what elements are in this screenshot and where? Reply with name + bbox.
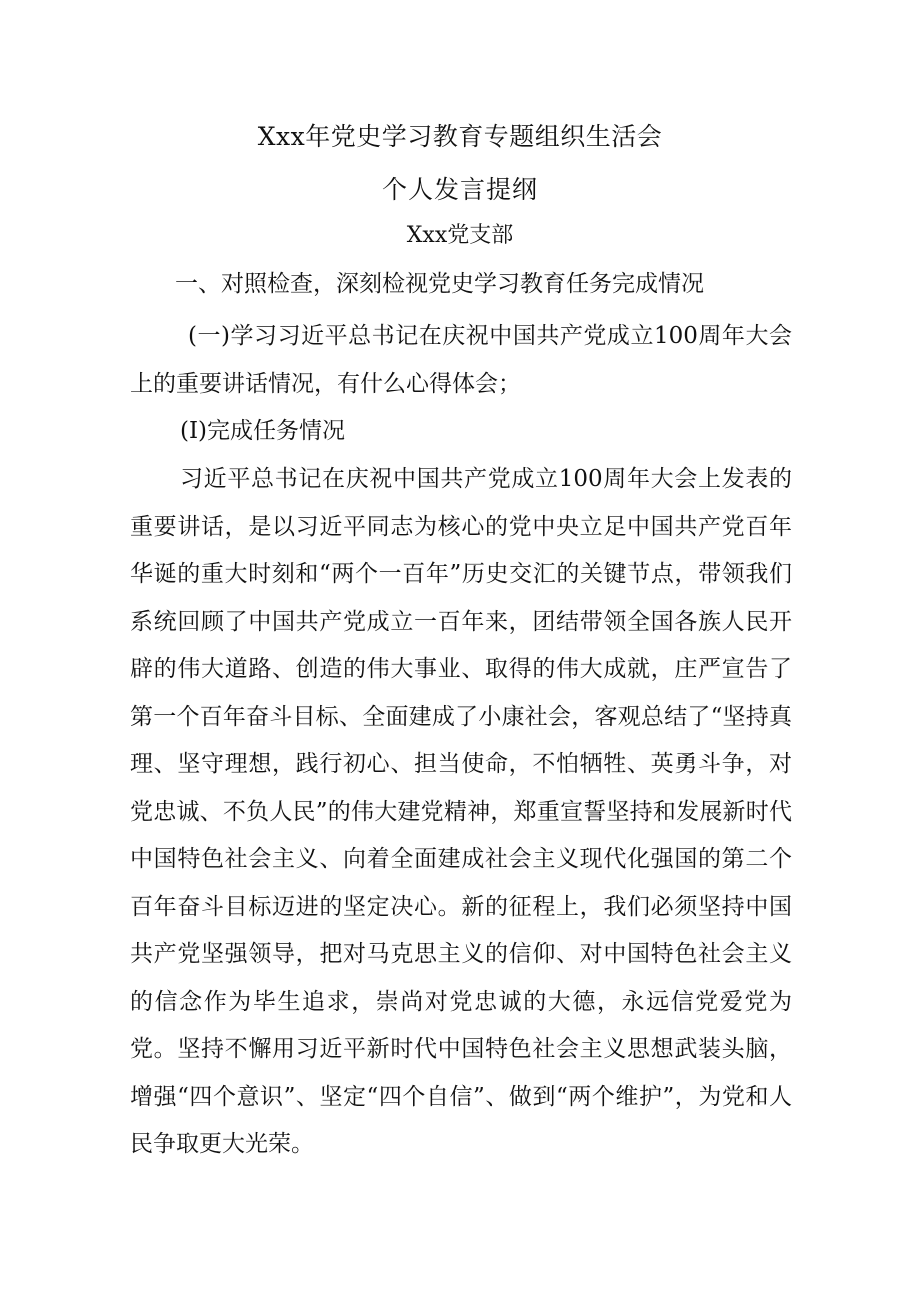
section-heading: 一、对照检查，深刻检视党史学习教育任务完成情况 [175, 271, 704, 297]
paragraph-task-status: (I)完成任务情况 [180, 418, 346, 444]
paragraph-body: 习近平总书记在庆祝中国共产党成立100周年大会上发表的重要讲话，是以习近平同志为核心的党中央立足中国共产党百年华诞的重大时刻和“两个一百年”历史交汇的关键节点，带领我们系统回顾了中国共产党成立一百年来，团结带领全国各族人民开辟的伟大道路、创造的伟大事业、取得的伟大成就，庄严宣告了第一个百年奋斗目标、全面建成了小康社会，客观总结了“坚持真理、坚守理想，践行初心、担当使命，不怕牺牲、英勇斗争，对党忠诚、不负人民”的伟大建党精神，郑重宣誓坚持和发展新时代中国特色社会主义、向着全面建成社会主义现代化强国的第二个百年奋斗目标迈进的坚定决心。新的征程上，我们必须坚持中国共产党坚强领导，把对马克思主义的信仰、对中国特色社会主义的信念作为毕生追求，崇尚对党忠诚的大德，永远信党爱党为党。坚持不懈用习近平新时代中国特色社会主义思想武装头脑，增强“四个意识”、坚定“四个自信”、做到“两个维护”，为党和人民争取更大光荣。 [130, 466, 792, 1157]
organization-name: Xxx党支部 [406, 223, 514, 248]
document-subtitle: 个人发言提纲 [381, 175, 538, 204]
document-title: Xxx年党史学习教育专题组织生活会 [257, 122, 663, 151]
paragraph-study-item: (一)学习习近平总书记在庆祝中国共产党成立100周年大会上的重要讲话情况，有什么心得体会； [130, 323, 792, 397]
